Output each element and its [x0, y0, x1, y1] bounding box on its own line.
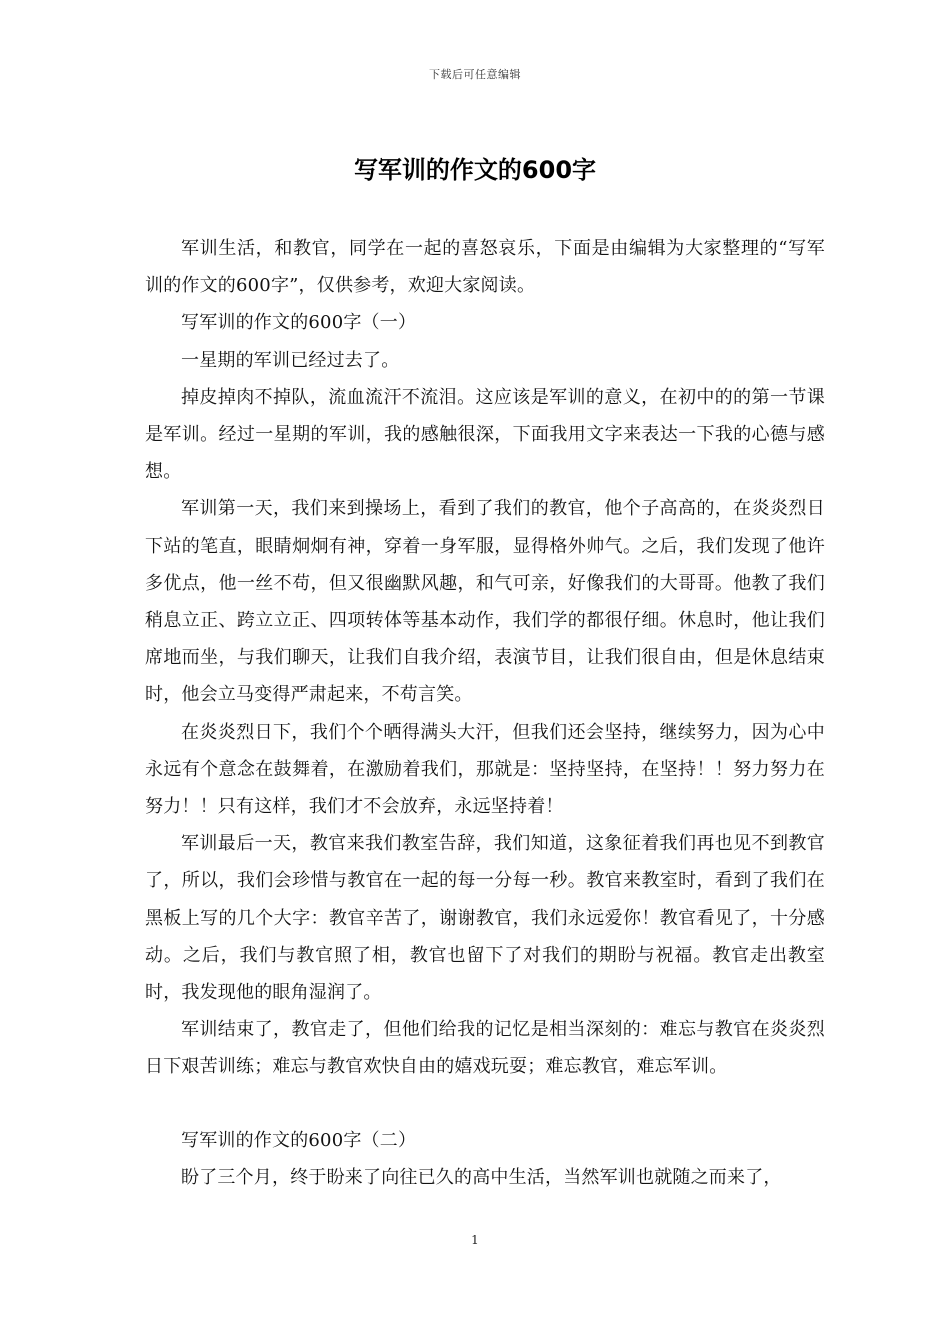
body-paragraph: 掉皮掉肉不掉队，流血流汗不流泪。这应该是军训的意义，在初中的的第一节课是军训。经过一星期的军训，我的感触很深，下面我用文字来表达一下我的心德与感想。	[145, 386, 825, 483]
body-paragraph: 军训最后一天，教官来我们教室告辞，我们知道，这象征着我们再也见不到教官了，所以，我们会珍惜与教官在一起的每一分每一秒。教官来教室时，看到了我们在黑板上写的几个大字：教官辛苦了，谢谢教官，我们永远爱你！教官看见了，十分感动。之后，我们与教官照了相，教官也留下了对我们的期盼与祝福。教官走出教室时，我发现他的眼角湿润了。	[145, 833, 825, 1004]
section-heading-1: 写军训的作文的600字（一）	[181, 312, 417, 334]
body-paragraph: 在炎炎烈日下，我们个个晒得满头大汗，但我们还会坚持，继续努力，因为心中永远有个意念在鼓舞着，在激励着我们，那就是：坚持坚持，在坚持！！努力努力在努力！！只有这样，我们才不会放弃，永远坚持着！	[145, 721, 825, 818]
page-number: 1	[471, 1233, 479, 1247]
body-paragraph: 盼了三个月，终于盼来了向往已久的高中生活，当然军训也就随之而来了，	[181, 1166, 782, 1188]
body-paragraph: 军训第一天，我们来到操场上，看到了我们的教官，他个子高高的，在炎炎烈日下站的笔直，眼睛炯炯有神，穿着一身军服，显得格外帅气。之后，我们发现了他许多优点，他一丝不苟，但又很幽默风趣，和气可亲，好像我们的大哥哥。他教了我们稍息立正、跨立立正、四项转体等基本动作，我们学的都很仔细。休息时，他让我们席地而坐，与我们聊天，让我们自我介绍，表演节目，让我们很自由，但是休息结束时，他会立马变得严肃起来，不苟言笑。	[145, 498, 825, 706]
document-body	[145, 230, 825, 1196]
section-heading-2: 写军训的作文的600字（二）	[181, 1129, 417, 1151]
header-note: 下载后可任意编辑	[429, 68, 521, 81]
body-paragraph: 军训结束了，教官走了，但他们给我的记忆是相当深刻的：难忘与教官在炎炎烈日下艰苦训练；难忘与教官欢快自由的嬉戏玩耍；难忘教官，难忘军训。	[145, 1019, 825, 1078]
document-title: 写军训的作文的600字	[353, 156, 597, 184]
intro-paragraph: 军训生活，和教官，同学在一起的喜怒哀乐，下面是由编辑为大家整理的“写军训的作文的600字”，仅供参考，欢迎大家阅读。	[145, 238, 825, 297]
body-paragraph: 一星期的军训已经过去了。	[181, 349, 400, 371]
